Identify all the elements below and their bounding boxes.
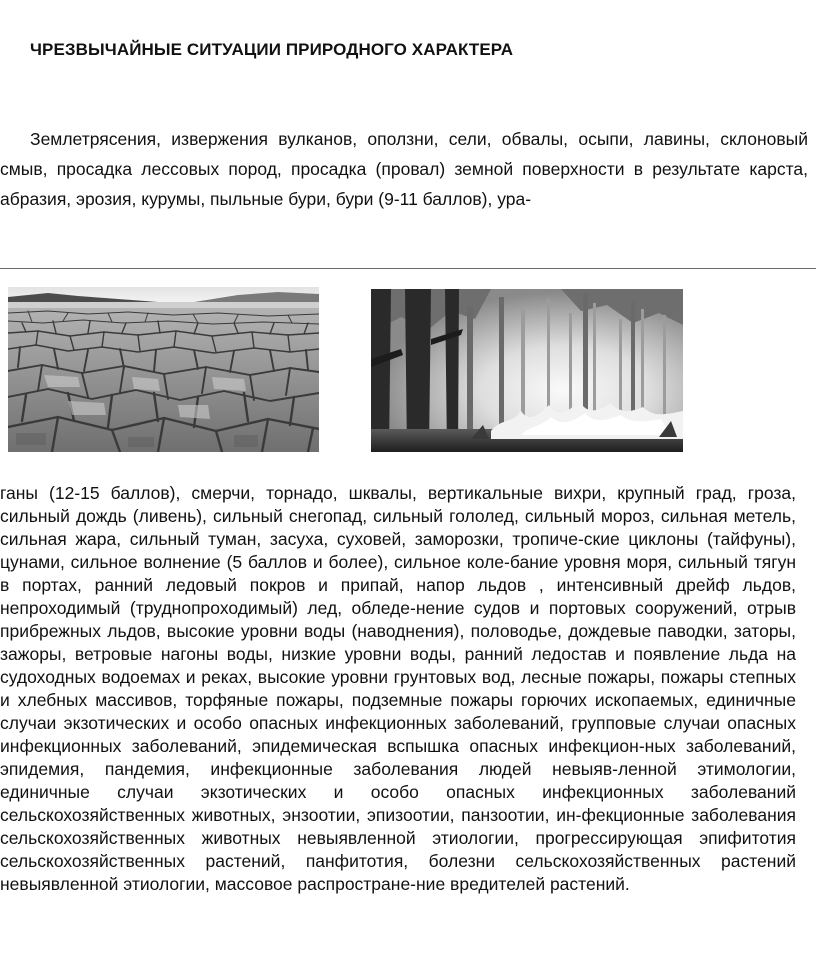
paragraph-intro <box>0 124 808 214</box>
paragraph-list: ганы (12-15 баллов), смерчи, торнадо, шквалы, вертикальные вихри, крупный град, гроза, сильный дождь (ливень), сильный снегопад, сильный гололед, сильный мороз, сильная метель, сильная жара, сильный туман, засуха, суховей, заморозки, тропиче-ские циклоны (тайфуны), цунами, сильное волнение (5 баллов и более), сильное коле-бание уровня моря, сильный тягун в портах, ранний ледовый покров и припай, напор льдов , интенсивный дрейф льдов, непроходимый (труднопроходимый) лед, обледе-нение судов и портовых сооружений, отрыв прибрежных льдов, высокие уровни воды (наводнения), половодье, дождевые паводки, заторы, зажоры, ветровые нагоны воды, низкие уровни воды, ранний ледостав и появление льда на судоходных водоемах и реках, высокие уровни грунтовых вод, лесные пожары, пожары степных и хлебных массивов, торфяные пожары, подземные пожары горючих ископаемых, единичные случаи экзотических и особо опасных инфекционных заболеваний, групповые случаи опасных инфекционных заболеваний, эпидемическая вспышка опасных инфекцион-ных заболеваний, эпидемия, пандемия, инфекционные заболевания людей невыяв-ленной этимологии, единичные случаи экзотических и особо опасных инфекционных заболеваний сельскохозяйственных животных, энзоотии, эпизоотии, панзоотии, ин-фекционные заболевания сельскохозяйственных животных невыявленной этиологии, прогрессирующая эпифитотия сельскохозяйственных растений, панфитотия, болезни сельскохозяйственных растений невыявленной этиологии, массовое распростране-ние вредителей растений. <box>0 483 796 894</box>
page-title: ЧРЕЗВЫЧАЙНЫЕ СИТУАЦИИ ПРИРОДНОГО ХАРАКТЕРА <box>30 40 514 59</box>
paragraph-intro-text: Землетрясения, извержения вулканов, оползни, сели, обвалы, осыпи, лавины, склоновый смыв, просадка лессовых пород, просадка (провал) земной поверхности в результате карста, абразия, эрозия, курумы, пыльные бури, бури (9-11 баллов), ура- <box>0 129 808 209</box>
cracked-dry-earth-photo <box>8 287 319 452</box>
page-divider <box>0 268 816 269</box>
forest-fire-photo <box>371 289 683 452</box>
